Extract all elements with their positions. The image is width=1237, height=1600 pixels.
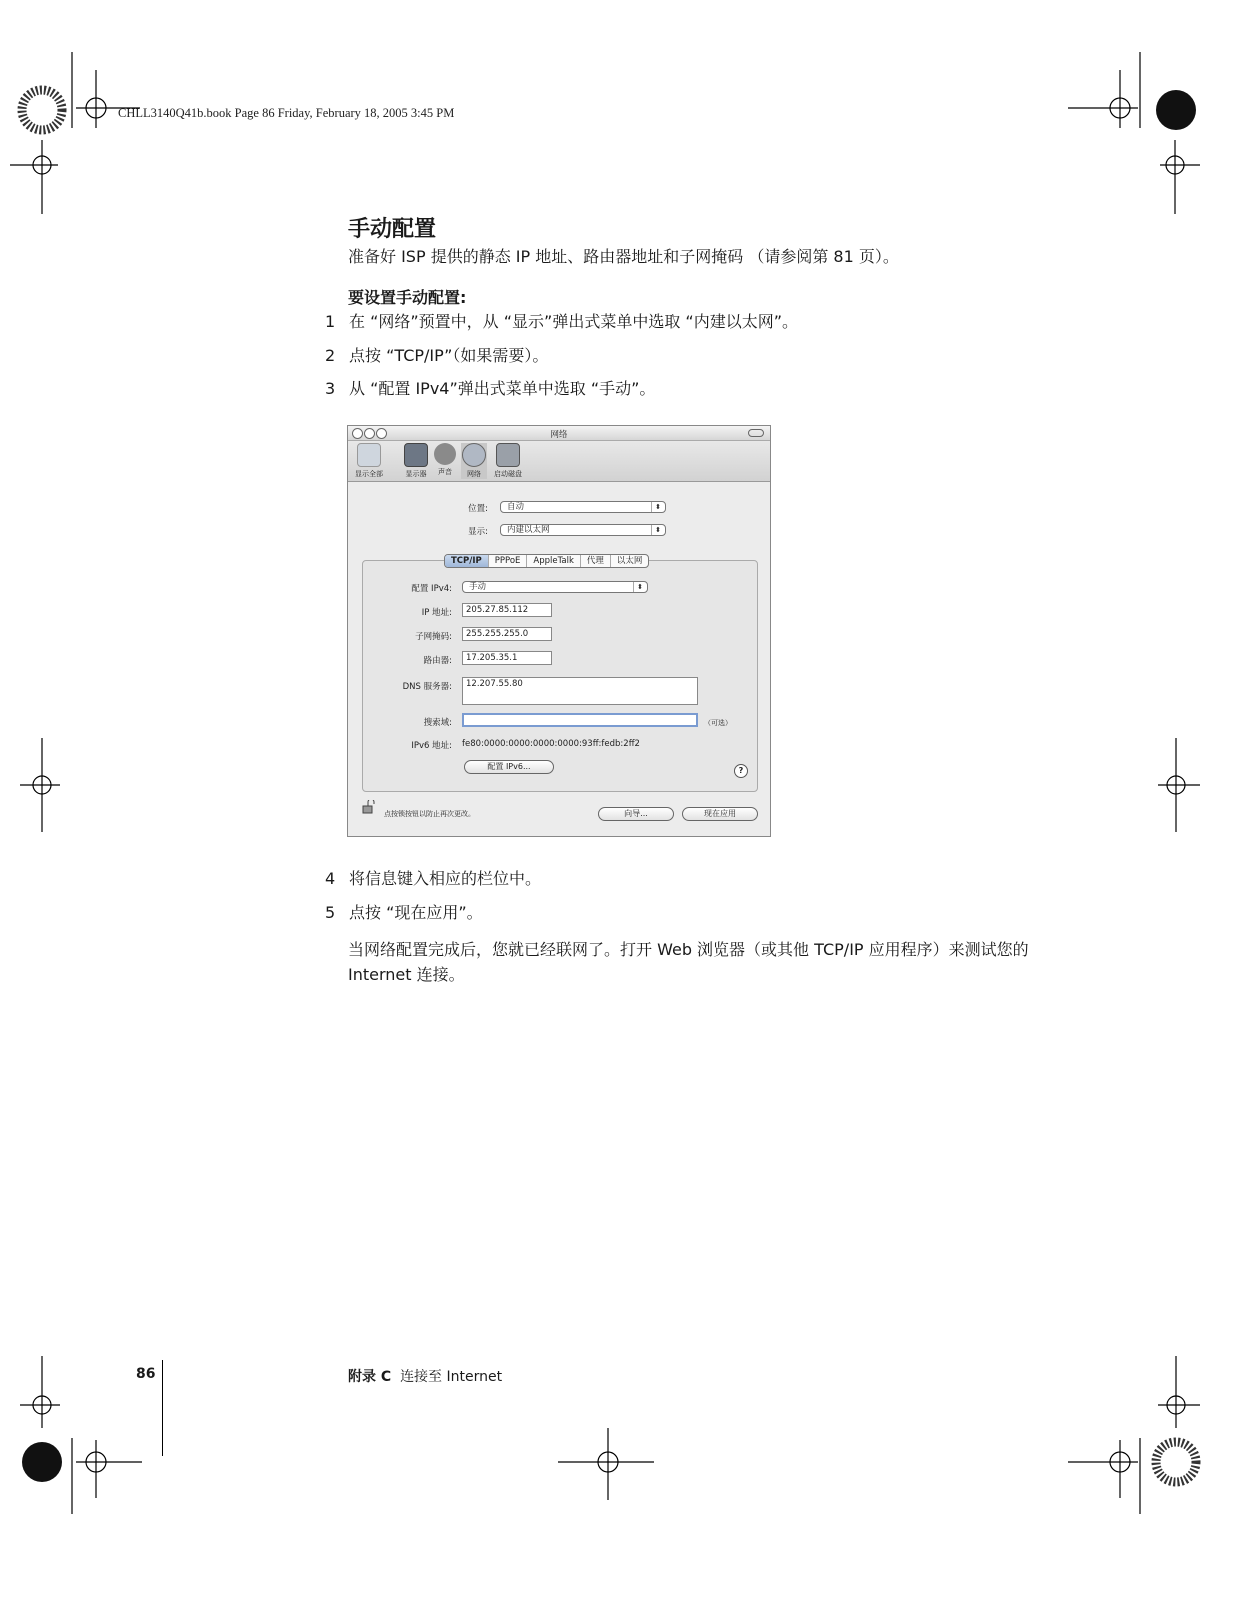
toolbar-label: 网络 bbox=[467, 470, 481, 478]
tab-tcpip[interactable]: TCP/IP bbox=[445, 555, 489, 567]
page-number: 86 bbox=[136, 1366, 156, 1382]
running-footer bbox=[348, 1366, 502, 1386]
toolbar-label: 显示全部 bbox=[355, 470, 383, 478]
toolbar-show-all[interactable] bbox=[352, 443, 386, 479]
tab-pppoe[interactable]: PPPoE bbox=[489, 555, 528, 567]
step-number: 3 bbox=[325, 379, 336, 398]
popup-arrows-icon: ⬍ bbox=[651, 502, 664, 512]
popup-arrows-icon: ⬍ bbox=[633, 582, 646, 592]
print-slug: CHLL3140Q41b.book Page 86 Friday, February 18, 2005 3:45 PM bbox=[118, 106, 455, 120]
ip-label: IP 地址: bbox=[421, 608, 452, 618]
tab-appletalk[interactable]: AppleTalk bbox=[527, 555, 580, 567]
subnet-mask-field[interactable]: 255.255.255.0 bbox=[462, 627, 552, 641]
step-number: 1 bbox=[325, 312, 336, 331]
dns-label: DNS 服务器: bbox=[402, 682, 452, 692]
step-5 bbox=[325, 900, 483, 923]
apple-icon bbox=[357, 443, 381, 467]
toolbar-toggle-button[interactable] bbox=[748, 429, 764, 437]
toolbar-displays[interactable] bbox=[403, 443, 429, 479]
appendix-label: 附录 C bbox=[348, 1369, 392, 1385]
show-popup[interactable] bbox=[500, 524, 666, 536]
step-3 bbox=[325, 376, 655, 399]
step-text: 点按 “现在应用”。 bbox=[349, 903, 483, 922]
step-text: 将信息键入相应的栏位中。 bbox=[349, 869, 542, 888]
ip-address-field[interactable]: 205.27.85.112 bbox=[462, 603, 552, 617]
toolbar-label: 显示器 bbox=[405, 470, 427, 478]
section-title: 手动配置 bbox=[348, 217, 437, 242]
config-ipv4-popup[interactable] bbox=[462, 581, 648, 593]
step-1 bbox=[325, 309, 798, 332]
help-button[interactable]: ? bbox=[734, 764, 748, 778]
toolbar-label: 声音 bbox=[438, 468, 452, 476]
network-preferences-window bbox=[347, 425, 771, 837]
window-title: 网络 bbox=[550, 430, 568, 440]
ipv6-label: IPv6 地址: bbox=[411, 741, 452, 751]
configure-ipv6-button[interactable]: 配置 IPv6... bbox=[464, 760, 554, 774]
disk-icon bbox=[496, 443, 520, 467]
lock-icon[interactable] bbox=[362, 800, 376, 814]
subsection-title: 要设置手动配置: bbox=[348, 288, 467, 307]
speaker-icon bbox=[434, 443, 456, 465]
step-4 bbox=[325, 866, 541, 889]
chapter-title: 连接至 Internet bbox=[400, 1369, 503, 1385]
location-label: 位置: bbox=[468, 504, 488, 514]
toolbar-sound[interactable] bbox=[432, 443, 458, 477]
closing-paragraph: 当网络配置完成后，您就已经联网了。打开 Web 浏览器（或其他 TCP/IP 应用程序）来测试您的 Internet 连接。 bbox=[348, 940, 1029, 984]
toolbar-network[interactable] bbox=[461, 443, 487, 479]
toolbar-label: 启动磁盘 bbox=[494, 470, 522, 478]
tab-bar bbox=[444, 554, 649, 568]
search-domains-field[interactable] bbox=[462, 713, 698, 727]
config-ipv4-value: 手动 bbox=[469, 582, 487, 592]
router-label: 路由器: bbox=[423, 656, 452, 666]
subnet-label: 子网掩码: bbox=[415, 632, 452, 642]
tab-proxy[interactable]: 代理 bbox=[581, 555, 611, 567]
popup-arrows-icon: ⬍ bbox=[651, 525, 664, 535]
step-number: 5 bbox=[325, 903, 336, 922]
network-globe-icon bbox=[462, 443, 486, 467]
location-popup[interactable] bbox=[500, 501, 666, 513]
step-2 bbox=[325, 343, 548, 366]
config-ipv4-label: 配置 IPv4: bbox=[411, 584, 452, 594]
toolbar-startup-disk[interactable] bbox=[491, 443, 525, 479]
step-text: 从 “配置 IPv4”弹出式菜单中选取 “手动”。 bbox=[349, 379, 656, 398]
optional-note: （可选） bbox=[704, 719, 732, 727]
step-text: 在 “网络”预置中，从 “显示”弹出式菜单中选取 “内建以太网”。 bbox=[349, 312, 798, 331]
tab-ethernet[interactable]: 以太网 bbox=[616, 556, 643, 566]
show-value: 内建以太网 bbox=[507, 525, 550, 535]
assist-me-button[interactable]: 向导... bbox=[598, 807, 674, 821]
dns-servers-field[interactable]: 12.207.55.80 bbox=[462, 677, 698, 705]
toolbar bbox=[348, 441, 770, 482]
title-bar bbox=[348, 426, 770, 441]
ipv6-address-value: fe80:0000:0000:0000:0000:93ff:fedb:2ff2 bbox=[462, 739, 640, 749]
search-domains-label: 搜索域: bbox=[423, 718, 452, 728]
footer-divider bbox=[162, 1360, 163, 1456]
location-value: 自动 bbox=[507, 502, 525, 512]
step-text: 点按 “TCP/IP”（如果需要）。 bbox=[349, 346, 549, 365]
apply-now-button[interactable]: 现在应用 bbox=[682, 807, 758, 821]
intro-text: 准备好 ISP 提供的静态 IP 地址、路由器地址和子网掩码 （请参阅第 81 页）。 bbox=[348, 247, 899, 266]
tab-panel bbox=[362, 560, 758, 792]
step-number: 2 bbox=[325, 346, 336, 365]
router-field[interactable]: 17.205.35.1 bbox=[462, 651, 552, 665]
display-icon bbox=[404, 443, 428, 467]
lock-text: 点按锁按钮以防止再次更改。 bbox=[384, 810, 475, 818]
step-number: 4 bbox=[325, 869, 336, 888]
show-label: 显示: bbox=[468, 527, 488, 537]
